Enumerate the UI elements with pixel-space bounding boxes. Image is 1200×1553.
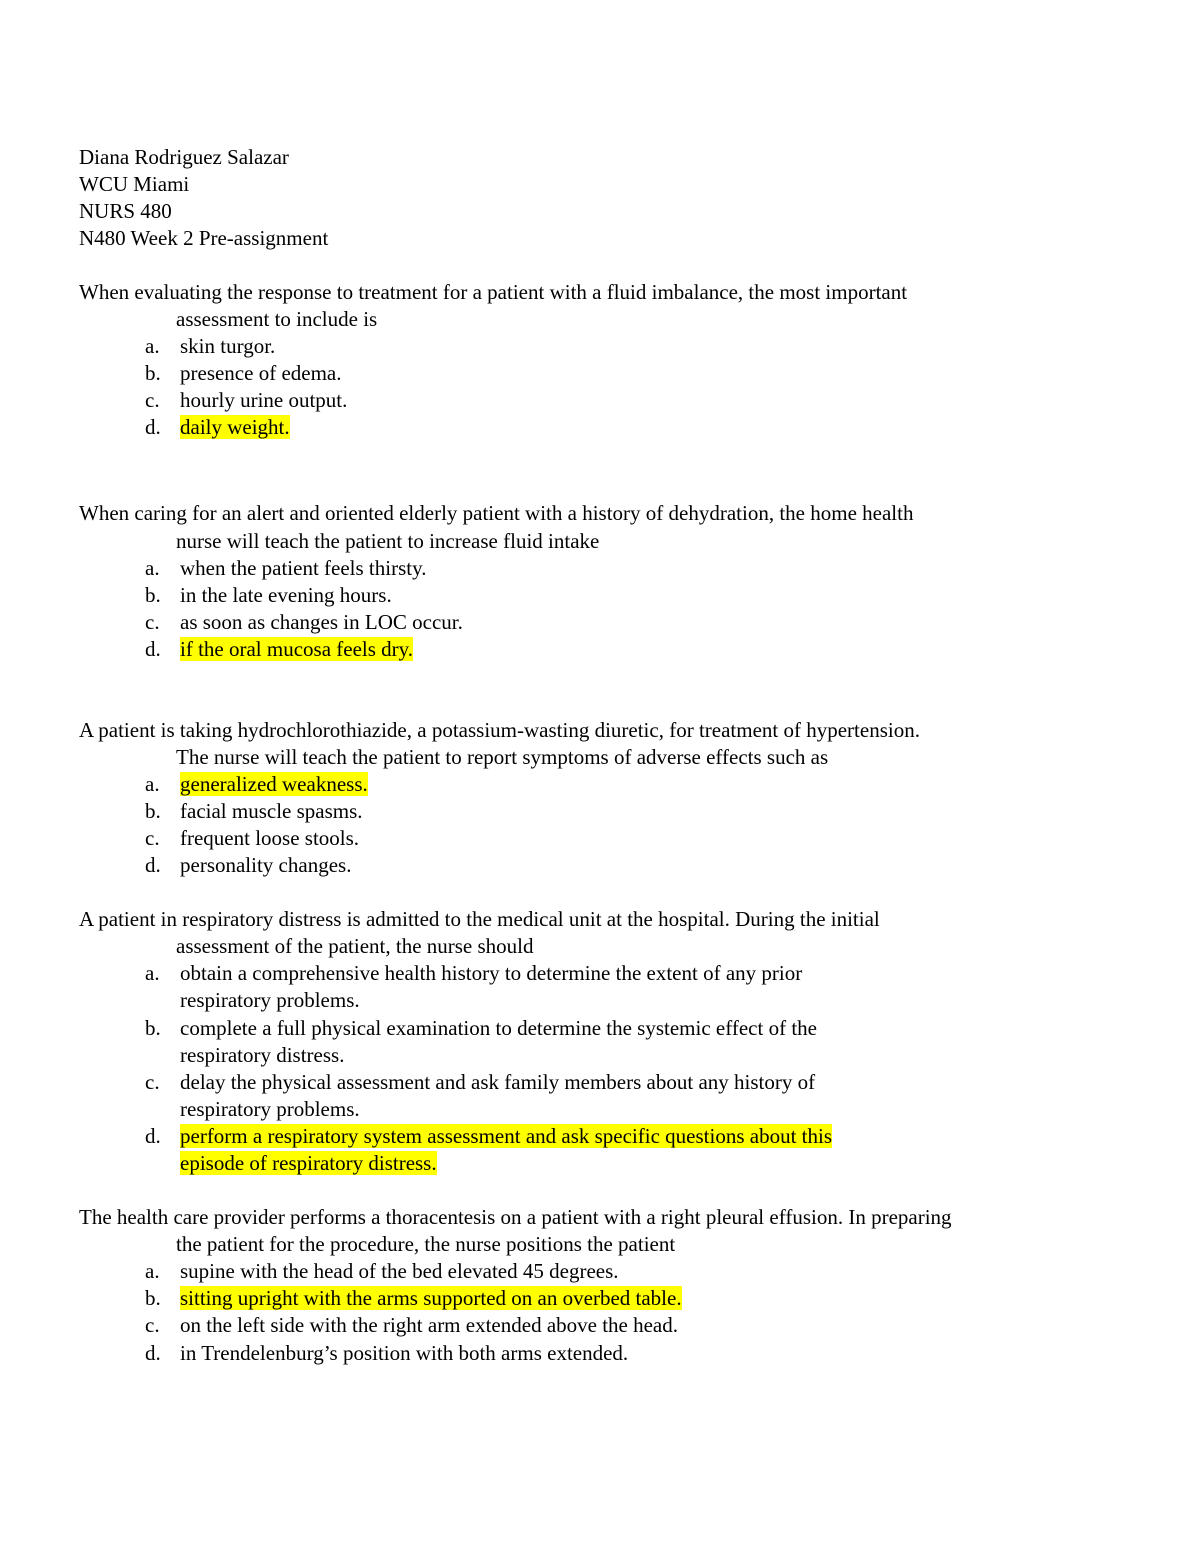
- option-text: supine with the head of the bed elevated 45 degrees.: [180, 1259, 619, 1283]
- option-letter: a.: [145, 772, 160, 796]
- student-name: Diana Rodriguez Salazar: [79, 145, 289, 169]
- option-text-continued: respiratory distress.: [180, 1043, 345, 1067]
- question-stem: The health care provider performs a thoracentesis on a patient with a right pleural effusion. In preparing: [79, 1205, 952, 1229]
- option-text-highlighted: [180, 1123, 832, 1150]
- question-stem: A patient in respiratory distress is admitted to the medical unit at the hospital. During the initial: [79, 907, 880, 931]
- question-stem: When caring for an alert and oriented elderly patient with a history of dehydration, the home health: [79, 501, 914, 525]
- option-letter: a.: [145, 556, 160, 580]
- option-letter: a.: [145, 1259, 160, 1283]
- option-text: on the left side with the right arm extended above the head.: [180, 1313, 679, 1337]
- assignment-title: N480 Week 2 Pre-assignment: [79, 226, 329, 250]
- option-text: in Trendelenburg’s position with both arms extended.: [180, 1341, 629, 1365]
- question-stem-continued: assessment to include is: [176, 307, 378, 331]
- option-letter: a.: [145, 961, 160, 985]
- question-stem: When evaluating the response to treatment for a patient with a fluid imbalance, the most important: [79, 280, 908, 304]
- option-text-highlighted: [180, 636, 413, 663]
- option-text-highlighted: [180, 414, 290, 441]
- option-text-continued: respiratory problems.: [180, 988, 360, 1012]
- option-text-highlighted: [180, 771, 368, 798]
- option-text-continued: respiratory problems.: [180, 1097, 360, 1121]
- option-letter: d.: [145, 415, 161, 439]
- answer-highlight: generalized weakness.: [180, 772, 368, 796]
- course-code: NURS 480: [79, 199, 172, 223]
- option-text-continued-highlighted: [180, 1150, 437, 1177]
- question-stem-continued: The nurse will teach the patient to report symptoms of adverse effects such as: [176, 745, 829, 769]
- question-stem-continued: the patient for the procedure, the nurse positions the patient: [176, 1232, 676, 1256]
- answer-highlight: sitting upright with the arms supported on an overbed table.: [180, 1286, 682, 1310]
- option-letter: b.: [145, 583, 161, 607]
- option-text: when the patient feels thirsty.: [180, 556, 427, 580]
- option-letter: b.: [145, 799, 161, 823]
- option-text: as soon as changes in LOC occur.: [180, 610, 463, 634]
- option-letter: d.: [145, 853, 161, 877]
- option-text: skin turgor.: [180, 334, 276, 358]
- option-letter: c.: [145, 610, 160, 634]
- option-text: personality changes.: [180, 853, 352, 877]
- answer-highlight: episode of respiratory distress.: [180, 1151, 437, 1175]
- option-text: in the late evening hours.: [180, 583, 392, 607]
- option-letter: d.: [145, 637, 161, 661]
- answer-highlight: perform a respiratory system assessment and ask specific questions about this: [180, 1124, 833, 1148]
- option-letter: b.: [145, 361, 161, 385]
- option-text: hourly urine output.: [180, 388, 348, 412]
- option-text: frequent loose stools.: [180, 826, 360, 850]
- option-text: facial muscle spasms.: [180, 799, 363, 823]
- question-stem-continued: nurse will teach the patient to increase fluid intake: [176, 529, 600, 553]
- option-letter: b.: [145, 1286, 161, 1310]
- option-letter: c.: [145, 388, 160, 412]
- option-text: obtain a comprehensive health history to determine the extent of any prior: [180, 961, 803, 985]
- option-letter: c.: [145, 1313, 160, 1337]
- option-text: presence of edema.: [180, 361, 342, 385]
- question-stem: A patient is taking hydrochlorothiazide, a potassium-wasting diuretic, for treatment of hypertension.: [79, 718, 920, 742]
- school-name: WCU Miami: [79, 172, 190, 196]
- option-text: delay the physical assessment and ask family members about any history of: [180, 1070, 816, 1094]
- option-letter: c.: [145, 1070, 160, 1094]
- option-text: complete a full physical examination to determine the systemic effect of the: [180, 1016, 817, 1040]
- answer-highlight: daily weight.: [180, 415, 290, 439]
- question-stem-continued: assessment of the patient, the nurse should: [176, 934, 534, 958]
- option-letter: d.: [145, 1341, 161, 1365]
- option-letter: d.: [145, 1124, 161, 1148]
- option-letter: a.: [145, 334, 160, 358]
- option-letter: b.: [145, 1016, 161, 1040]
- option-letter: c.: [145, 826, 160, 850]
- answer-highlight: if the oral mucosa feels dry.: [180, 637, 414, 661]
- option-text-highlighted: [180, 1285, 682, 1312]
